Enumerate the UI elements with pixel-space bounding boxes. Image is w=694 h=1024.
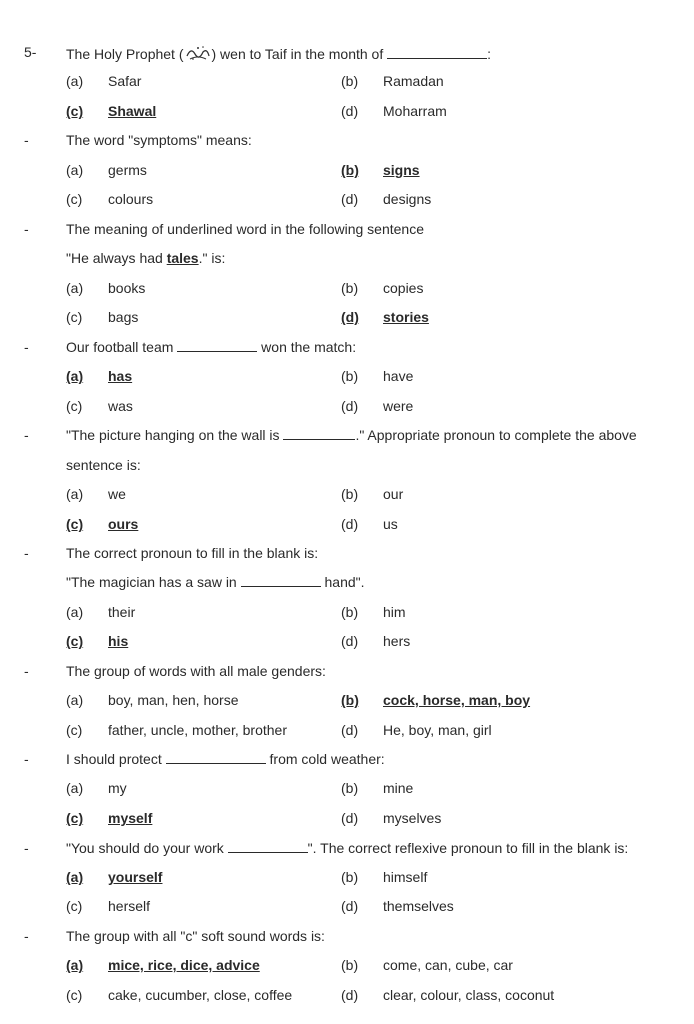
option-c: (c) was bbox=[66, 398, 133, 414]
question-stem: The group with all "c" soft sound words is: bbox=[66, 928, 325, 944]
stem-text: The Holy Prophet ( bbox=[66, 46, 184, 62]
option-b: (b) him bbox=[341, 604, 406, 620]
question-stem: I should protect from cold weather: bbox=[66, 751, 385, 767]
question-stem: Our football team won the match: bbox=[66, 339, 357, 355]
option-a: (a) mice, rice, dice, advice bbox=[66, 957, 260, 973]
pbuh-calligraphy-icon bbox=[184, 44, 212, 62]
question-stem: The meaning of underlined word in the following sentence bbox=[66, 221, 425, 237]
option-d: (d) hers bbox=[341, 633, 411, 649]
question-number: - bbox=[24, 928, 29, 944]
option-c: (c) myself bbox=[66, 810, 153, 826]
question-number: 5- bbox=[24, 44, 37, 60]
option-b: (b) have bbox=[341, 368, 414, 384]
answer-blank bbox=[241, 574, 321, 587]
option-d: (d) stories bbox=[341, 309, 429, 325]
option-c: (c) cake, cucumber, close, coffee bbox=[66, 987, 293, 1003]
option-d: (d) designs bbox=[341, 191, 432, 207]
option-a: (a) books bbox=[66, 280, 146, 296]
option-d: (d) He, boy, man, girl bbox=[341, 722, 492, 738]
question-stem-sentence: "He always had tales." is: bbox=[66, 250, 226, 266]
question-number: - bbox=[24, 840, 29, 856]
option-c: (c) colours bbox=[66, 191, 154, 207]
question-stem: The word "symptoms" means: bbox=[66, 132, 252, 148]
option-a: (a) boy, man, hen, horse bbox=[66, 692, 239, 708]
answer-blank bbox=[177, 339, 257, 352]
option-b: (b) himself bbox=[341, 869, 428, 885]
option-b: (b) our bbox=[341, 486, 404, 502]
option-b: (b) copies bbox=[341, 280, 424, 296]
option-c: (c) herself bbox=[66, 898, 151, 914]
option-b: (b) come, can, cube, car bbox=[341, 957, 513, 973]
question-number: - bbox=[24, 751, 29, 767]
answer-blank bbox=[283, 427, 355, 440]
option-b: (b) Ramadan bbox=[341, 73, 444, 89]
option-a: (a) yourself bbox=[66, 869, 163, 885]
answer-blank bbox=[228, 840, 308, 853]
question-number: - bbox=[24, 545, 29, 561]
question-stem: The group of words with all male genders: bbox=[66, 663, 326, 679]
option-d: (d) us bbox=[341, 516, 398, 532]
question-stem bbox=[66, 44, 686, 62]
option-c: (c) bags bbox=[66, 309, 139, 325]
option-c: (c) ours bbox=[66, 516, 139, 532]
option-d: (d) were bbox=[341, 398, 414, 414]
option-b: (b) cock, horse, man, boy bbox=[341, 692, 531, 708]
question-number: - bbox=[24, 132, 29, 148]
option-d: (d) Moharram bbox=[341, 103, 447, 119]
question-stem-sentence: "The magician has a saw in hand". bbox=[66, 574, 365, 590]
question-stem: "The picture hanging on the wall is ." Appropriate pronoun to complete the above bbox=[66, 427, 637, 443]
option-c: (c) father, uncle, mother, brother bbox=[66, 722, 287, 738]
answer-blank bbox=[387, 46, 487, 59]
question-number: - bbox=[24, 427, 29, 443]
option-d: (d) myselves bbox=[341, 810, 442, 826]
question-number: - bbox=[24, 663, 29, 679]
option-d: (d) clear, colour, class, coconut bbox=[341, 987, 555, 1003]
option-b: (b) mine bbox=[341, 780, 414, 796]
question-number: - bbox=[24, 339, 29, 355]
question-stem-continued: sentence is: bbox=[66, 457, 141, 473]
option-a: (a) we bbox=[66, 486, 126, 502]
option-a: (a) has bbox=[66, 368, 133, 384]
answer-blank bbox=[166, 751, 266, 764]
option-d: (d) themselves bbox=[341, 898, 454, 914]
option-a: (a) their bbox=[66, 604, 136, 620]
question-stem: "You should do your work ". The correct reflexive pronoun to fill in the blank is: bbox=[66, 840, 629, 856]
option-b: (b) signs bbox=[341, 162, 420, 178]
option-a: (a) Safar bbox=[66, 73, 142, 89]
question-number: - bbox=[24, 221, 29, 237]
option-c: (c) his bbox=[66, 633, 129, 649]
option-c: (c) Shawal bbox=[66, 103, 157, 119]
stem-text: ) wen to Taif in the month of bbox=[211, 46, 384, 62]
option-a: (a) my bbox=[66, 780, 127, 796]
underlined-word: tales bbox=[166, 250, 199, 266]
option-a: (a) germs bbox=[66, 162, 147, 178]
question-stem: The correct pronoun to fill in the blank is: bbox=[66, 545, 319, 561]
stem-text: : bbox=[487, 46, 492, 62]
